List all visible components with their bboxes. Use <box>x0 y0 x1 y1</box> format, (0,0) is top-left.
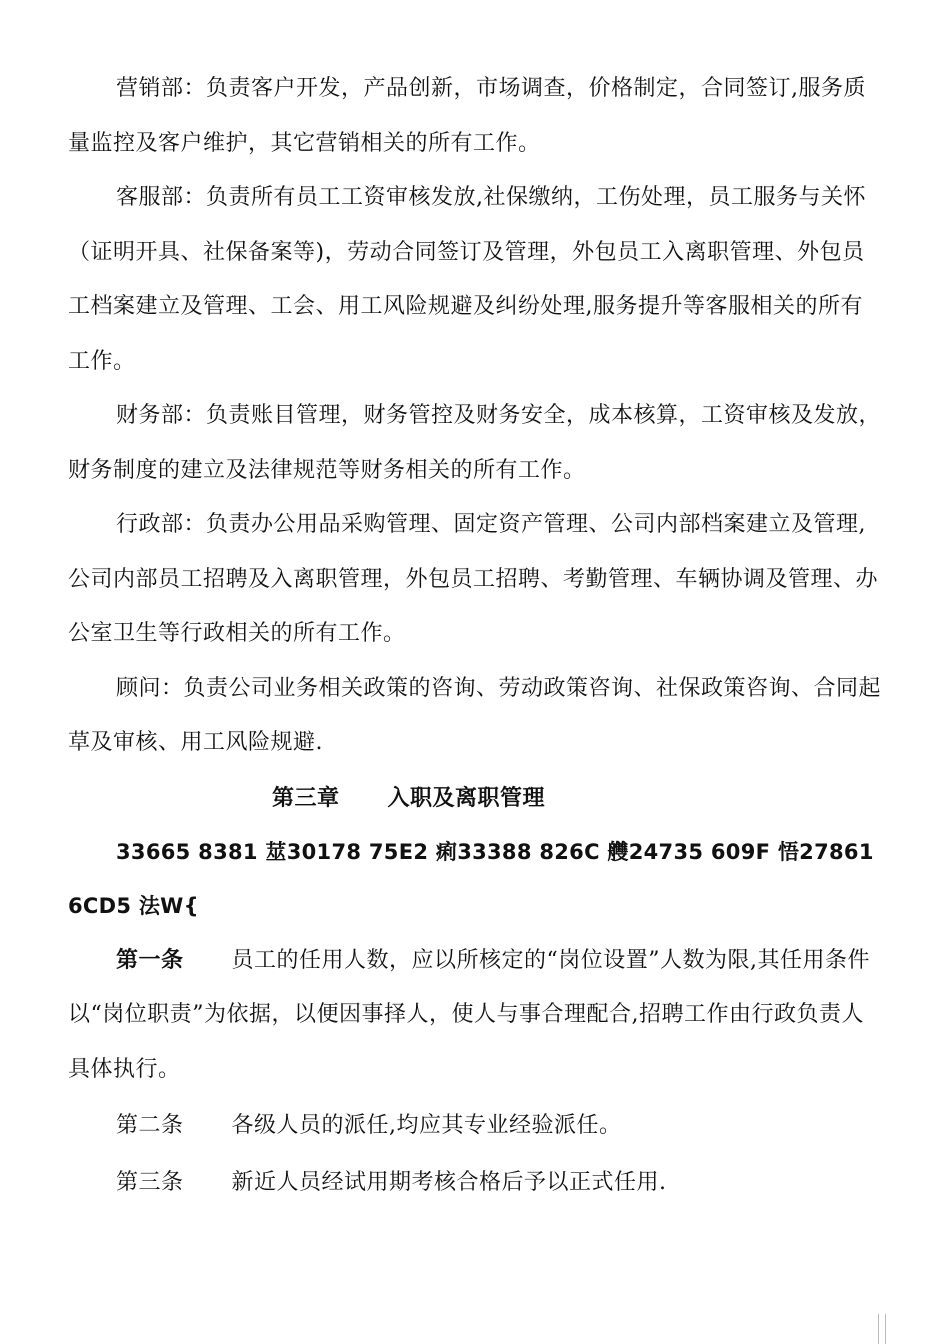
article-3-text: 新近人员经试用期考核合格后予以正式任用. <box>231 1169 667 1195</box>
paragraph-consultant: 顾问：负责公司业务相关政策的咨询、劳动政策咨询、社保政策咨询、合同起草及审核、用工风险规避. <box>68 675 882 755</box>
paragraph-customer-service: 客服部：负责所有员工工资审核发放,社保缴纳，工伤处理，员工服务与关怀（证明开具、社保备案等)，劳动合同签订及管理，外包员工入离职管理、外包员工档案建立及管理、工会、用工风险规避及纠纷处理,服务提升等客服相关的所有工作。 <box>68 185 866 374</box>
paragraph-administration: 行政部：负责办公用品采购管理、固定资产管理、公司内部档案建立及管理,公司内部员工招聘及入离职管理，外包员工招聘、考勤管理、车辆协调及管理、办公室卫生等行政相关的所有工作。 <box>68 512 879 646</box>
article-3 <box>68 1156 884 1211</box>
garbled-code-line: 33665 8381 莁30178 75E2 痢33388 826C 艭24735 609F 悟27861 6CD5 法W{ <box>68 839 874 918</box>
article-1 <box>68 933 884 1098</box>
article-1-label: 第一条 <box>116 946 184 973</box>
article-2-text: 各级人员的派任,均应其专业经验派任。 <box>231 1113 622 1138</box>
chapter-title: 入职及离职管理 <box>387 784 546 811</box>
document-page <box>68 62 884 1210</box>
paragraph-marketing: 营销部：负责客户开发，产品创新，市场调查，价格制定，合同签订,服务质量监控及客户维护，其它营销相关的所有工作。 <box>68 76 866 156</box>
article-3-label: 第三条 <box>116 1169 184 1195</box>
article-1-text: 员工的任用人数，应以所核定的“岗位设置”人数为限,其任用条件以“岗位职责”为依据，以便因事择人，使人与事合理配合,招聘工作由行政负责人具体执行。 <box>68 947 871 1082</box>
page-corner-mark <box>878 1314 886 1344</box>
paragraph-finance: 财务部：负责账目管理，财务管控及财务安全，成本核算，工资审核及发放，财务制度的建立及法律规范等财务相关的所有工作。 <box>68 403 882 483</box>
chapter-heading <box>68 771 884 825</box>
chapter-number: 第三章 <box>272 784 340 811</box>
article-2-label: 第二条 <box>116 1113 184 1138</box>
article-2 <box>68 1099 884 1154</box>
